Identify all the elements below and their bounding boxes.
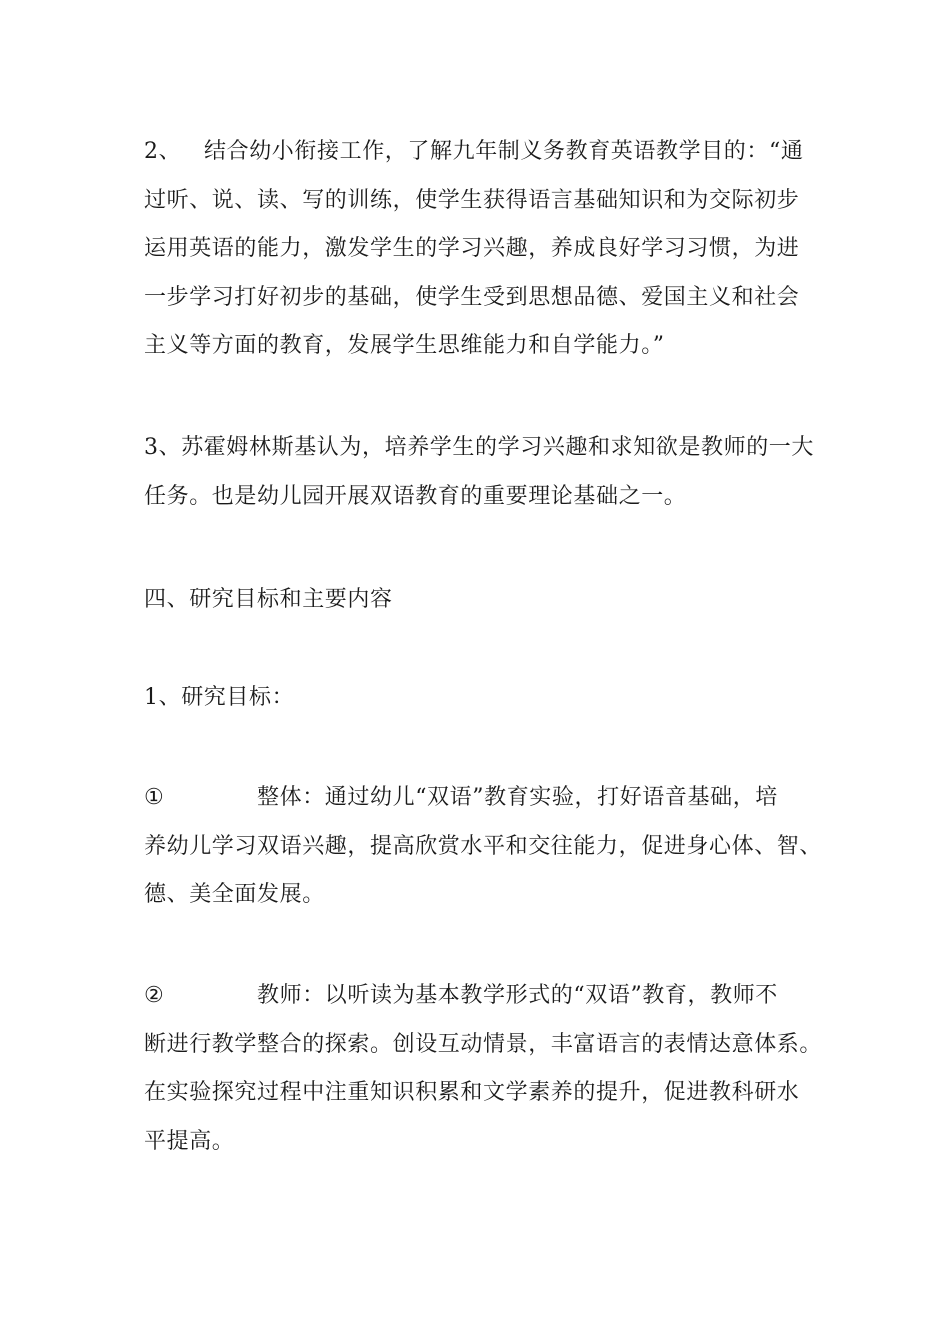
subsection-heading [144, 674, 810, 723]
goal-item-2 [144, 972, 823, 1166]
heading-text: 1、研究目标： [144, 685, 295, 710]
line-text: 整体：通过幼儿“双语”教育实验，打好语音基础，培 [257, 785, 778, 810]
text-line: 一步学习打好初步的基础，使学生受到思想品德、爱国主义和社会 [144, 284, 800, 310]
item-marker: ② [144, 983, 165, 1008]
text-line: 任务。也是幼儿园开展双语教育的重要理论基础之一。 [144, 483, 687, 509]
paragraph-section-2 [144, 128, 810, 371]
text-line: 运用英语的能力，激发学生的学习兴趣，养成良好学习习惯，为进 [144, 236, 800, 261]
goal-item-1 [144, 774, 823, 920]
heading-text: 四、研究目标和主要内容 [144, 587, 393, 612]
text-line: 养幼儿学习双语兴趣，提高欣赏水平和交往能力，促进身心体、智、 [144, 833, 823, 859]
line-text: 教师：以听读为基本教学形式的“双语”教育，教师不 [257, 983, 778, 1008]
item-number: 2、 [144, 139, 182, 164]
text-line: 主义等方面的教育，发展学生思维能力和自学能力。” [144, 333, 665, 358]
text-line: 平提高。 [144, 1128, 235, 1154]
text-line [144, 128, 810, 177]
text-line: 3、苏霍姆林斯基认为，培养学生的学习兴趣和求知欲是教师的一大 [144, 435, 814, 460]
line-text: 结合幼小衔接工作，了解九年制义务教育英语教学目的：“通 [204, 139, 804, 164]
text-line: 在实验探究过程中注重知识积累和文学素养的提升，促进教科研水 [144, 1080, 800, 1105]
section-heading [144, 576, 810, 625]
text-line [144, 774, 810, 823]
paragraph-section-3 [144, 424, 814, 521]
text-line [144, 972, 810, 1021]
text-line: 断进行教学整合的探索。创设互动情景，丰富语言的表情达意体系。 [144, 1031, 823, 1057]
item-marker: ① [144, 785, 165, 810]
text-line: 过听、说、读、写的训练，使学生获得语言基础知识和为交际初步 [144, 187, 800, 213]
text-line: 德、美全面发展。 [144, 882, 325, 907]
